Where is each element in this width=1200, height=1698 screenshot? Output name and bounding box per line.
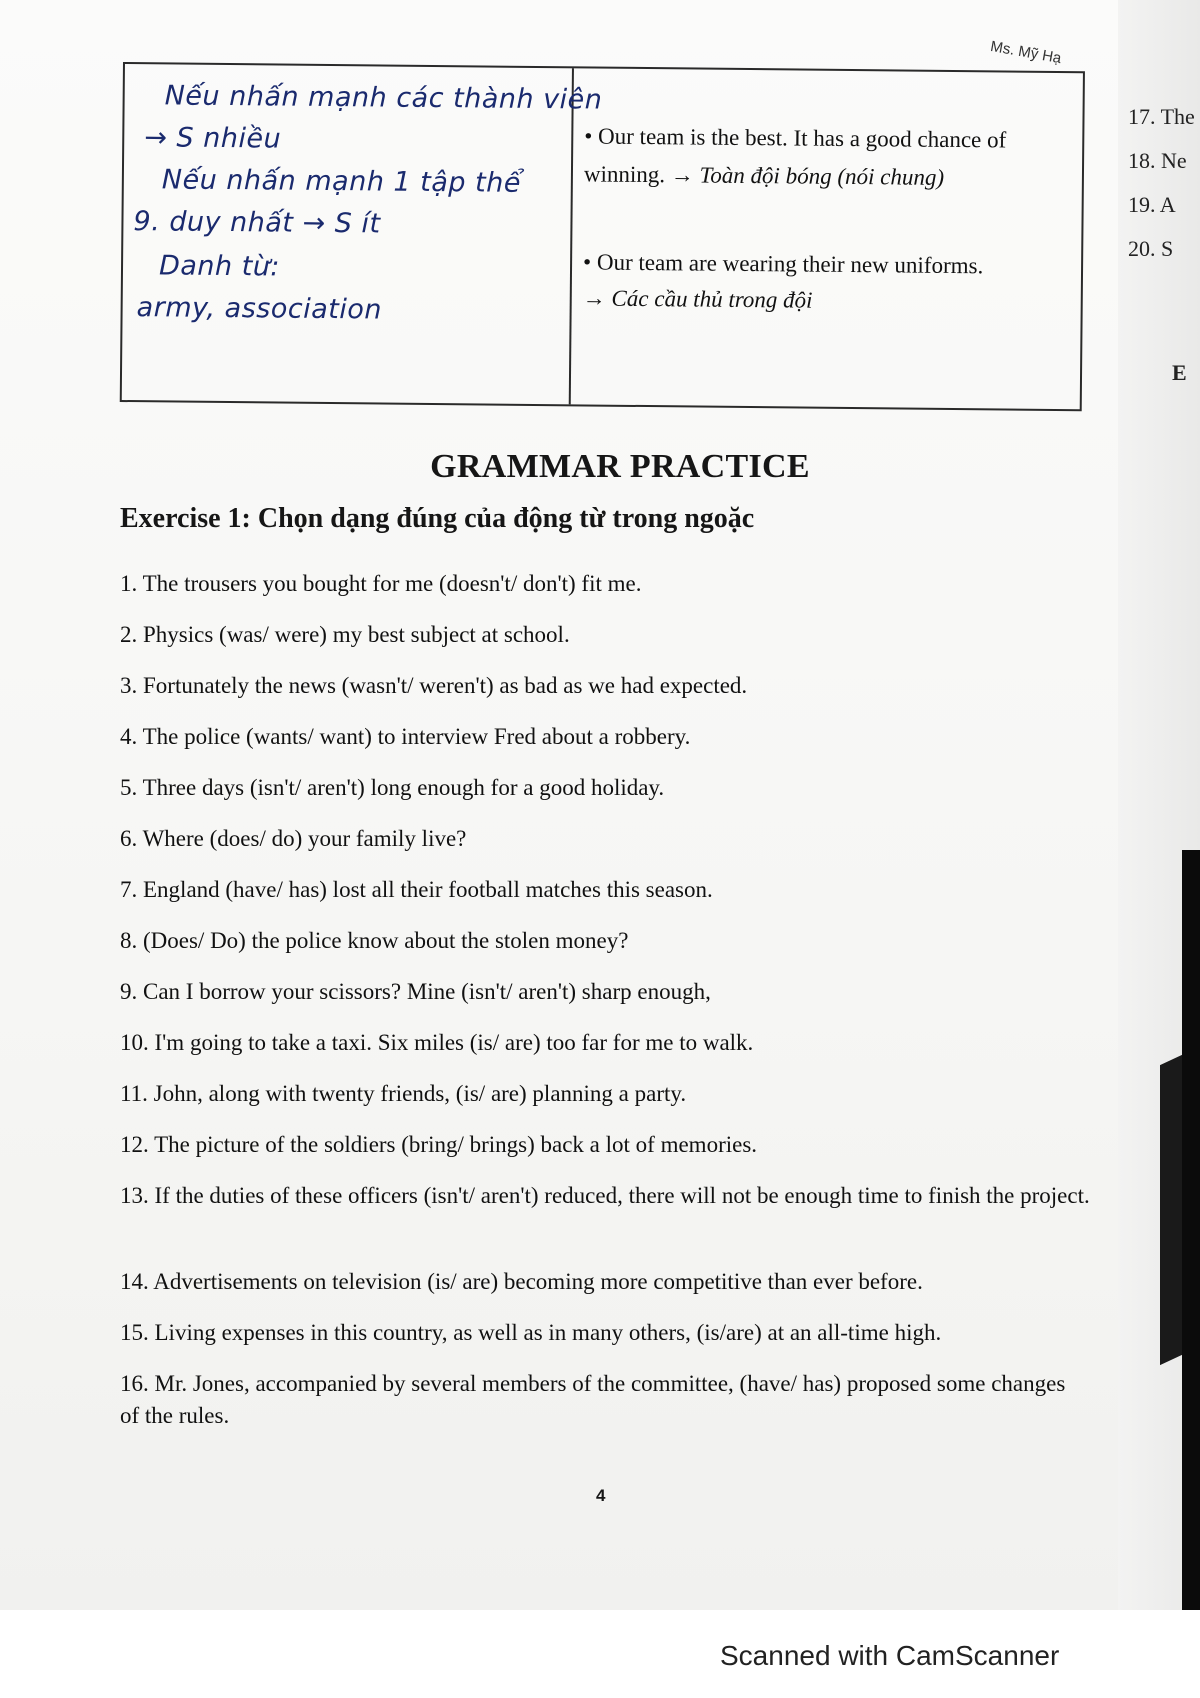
exercise-question: 15. Living expenses in this country, as well as in many others, (is/are) at an all-time high. [120, 1320, 942, 1345]
exercise-question: 5. Three days (isn't/ aren't) long enough for a good holiday. [120, 775, 665, 800]
handwritten-note: Nếu nhấn mạnh 1 tập thể [161, 164, 522, 199]
handwritten-note: Nếu nhấn mạnh các thành viên [164, 80, 603, 116]
scanner-watermark: Scanned with CamScanner [720, 1640, 1060, 1671]
page-number: 4 [596, 1486, 606, 1505]
section-title: GRAMMAR PRACTICE [430, 448, 810, 485]
handwritten-note: army, association [136, 292, 383, 326]
table-divider [569, 68, 574, 404]
handwritten-note: → S nhiều [144, 122, 282, 155]
handwritten-note: 9. duy nhất → S ít [133, 206, 381, 240]
exercise-question: 3. Fortunately the news (wasn't/ weren't) as bad as we had expected. [120, 673, 748, 698]
exercise-question: 12. The picture of the soldiers (bring/ brings) back a lot of memories. [120, 1132, 758, 1157]
binding-shadow [1160, 1055, 1182, 1365]
exercise-question: 7. England (have/ has) lost all their football matches this season. [120, 877, 713, 902]
handwritten-note: Danh từ: [158, 250, 281, 283]
exercise-question: 8. (Does/ Do) the police know about the stolen money? [120, 928, 629, 953]
exercise-question: 6. Where (does/ do) your family live? [120, 826, 467, 851]
exercise-question: 2. Physics (was/ were) my best subject at school. [120, 622, 570, 647]
next-page-fragment: 17. The [1128, 104, 1195, 129]
example-sentence: • Our team is the best. It has a good chance of [584, 123, 1007, 153]
binding-shadow [1182, 850, 1200, 1610]
corner-note: Ms. Mỹ Hạ [989, 37, 1063, 68]
example-sentence: • Our team are wearing their new uniforms. [582, 249, 984, 279]
exercise-question: 4. The police (wants/ want) to interview Fred about a robbery. [120, 724, 691, 749]
exercise-question: 10. I'm going to take a taxi. Six miles (is/ are) too far for me to walk. [120, 1030, 754, 1055]
next-page-fragment: 18. Ne [1128, 148, 1187, 173]
exercise-question: 9. Can I borrow your scissors? Mine (isn't/ aren't) sharp enough, [120, 979, 711, 1004]
exercise-question: 13. If the duties of these officers (isn't/ aren't) reduced, there will not be enough time to finish the project. [120, 1183, 1090, 1208]
note-table [120, 62, 1085, 411]
next-page-fragment: 19. A [1128, 192, 1176, 217]
example-translation: → Các cầu thủ trong đội [582, 285, 813, 313]
exercise-question: 1. The trousers you bought for me (doesn't/ don't) fit me. [120, 571, 642, 596]
exercise-question: 11. John, along with twenty friends, (is/ are) planning a party. [120, 1081, 687, 1106]
next-page-fragment: E [1172, 360, 1187, 385]
exercise-question: 16. Mr. Jones, accompanied by several members of the committee, (have/ has) proposed some changes of the rules. [120, 1371, 1066, 1428]
example-translation: winning. → Toàn đội bóng (nói chung) [583, 161, 945, 190]
exercise-question: 14. Advertisements on television (is/ are) becoming more competitive than ever before. [120, 1269, 923, 1294]
next-page-fragment: 20. S [1128, 236, 1174, 261]
exercise-title: Exercise 1: Chọn dạng đúng của động từ trong ngoặc [120, 503, 755, 534]
